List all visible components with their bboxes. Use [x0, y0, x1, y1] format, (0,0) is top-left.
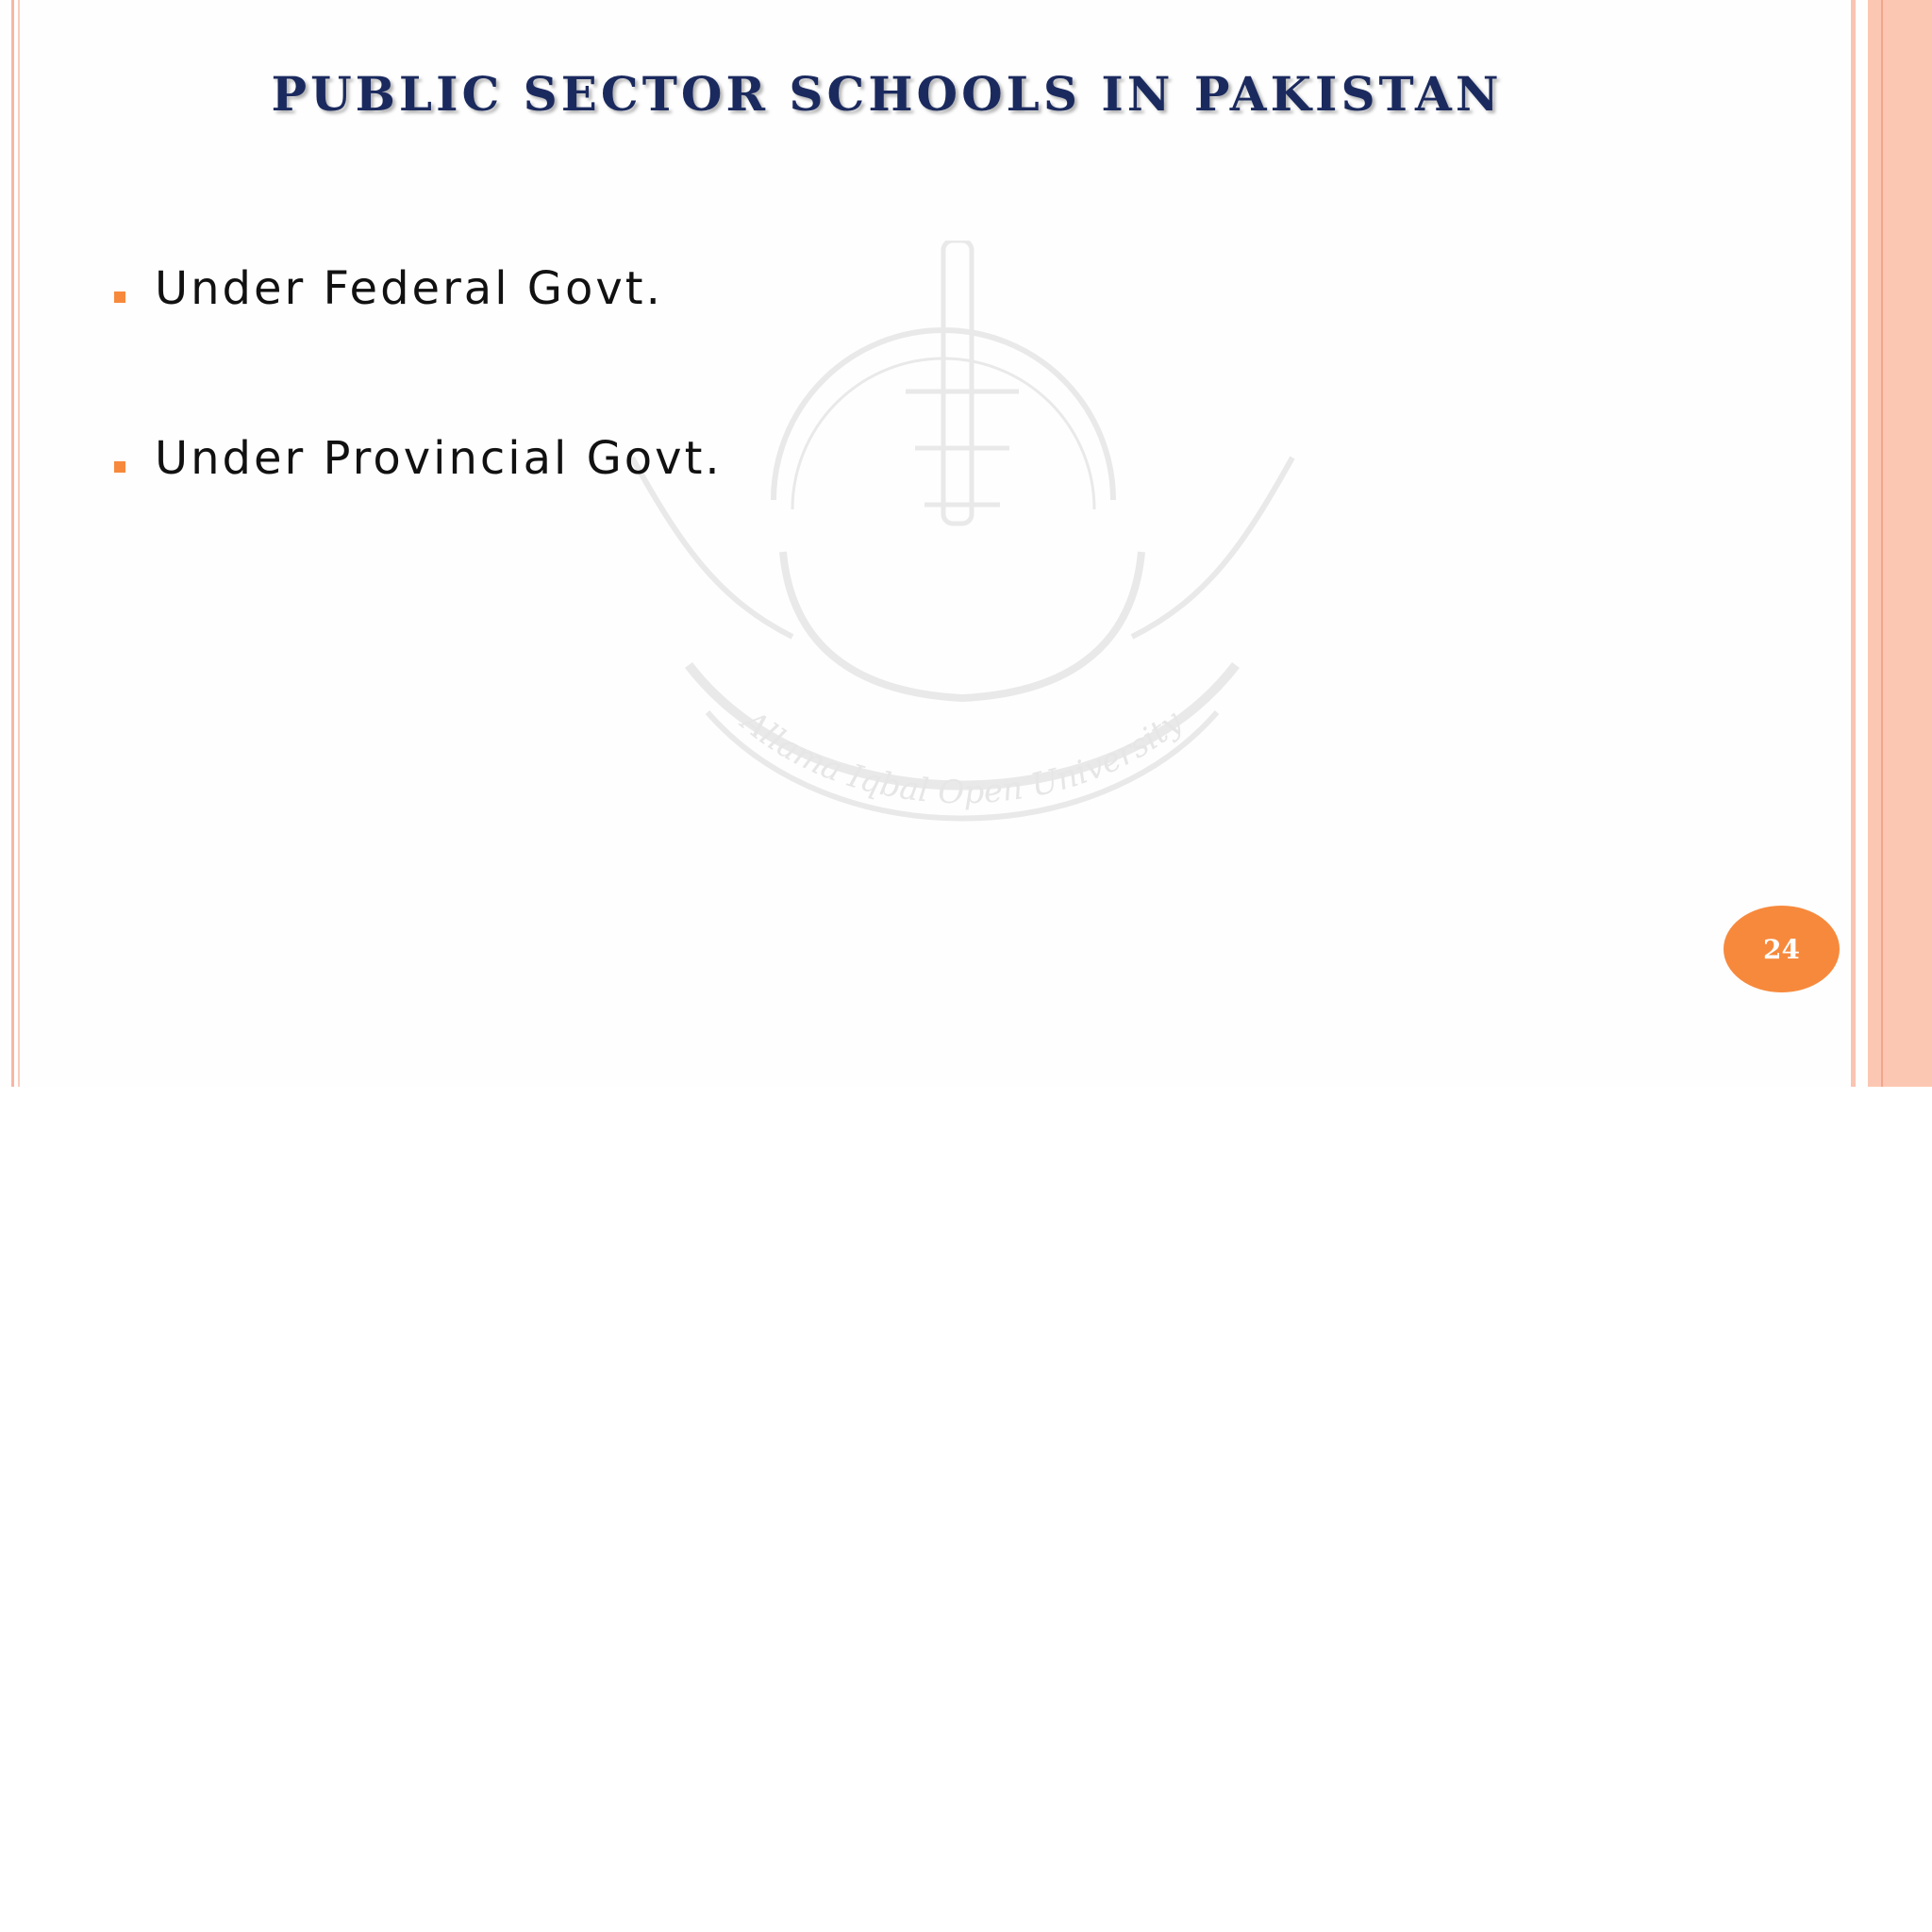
left-border-line — [11, 0, 14, 1087]
svg-text:Allama Iqbal Open University: Allama Iqbal Open University — [734, 703, 1191, 812]
square-bullet-icon — [114, 461, 125, 473]
page-number-badge: 24 — [1724, 906, 1840, 992]
square-bullet-icon — [114, 291, 125, 303]
left-border-line-inner — [18, 0, 20, 1087]
bullet-text: Under Provincial Govt. — [155, 432, 723, 485]
right-border-band — [1868, 0, 1932, 1087]
bullet-list — [111, 262, 1432, 602]
list-item — [111, 432, 1432, 602]
bullet-text: Under Federal Govt. — [155, 262, 663, 315]
list-item — [111, 262, 1432, 432]
right-border-line — [1851, 0, 1856, 1087]
slide-title: PUBLIC SECTOR SCHOOLS IN PAKISTAN — [271, 66, 1503, 122]
right-border-band-line — [1881, 0, 1883, 1087]
